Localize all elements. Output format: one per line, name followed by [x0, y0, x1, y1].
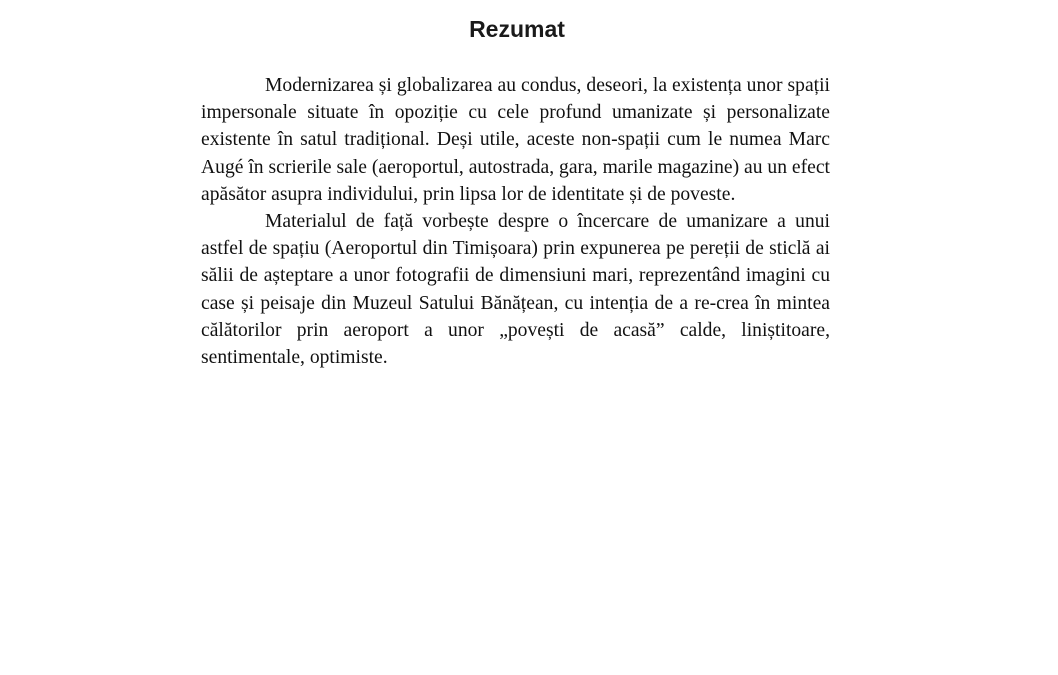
abstract-paragraph-1: Modernizarea și globalizarea au condus, deseori, la existența unor spații impersonale situate în opoziție cu cele profund umanizate și personalizate existente în satul tradițional. Deși utile, aceste non-spații cum le numea Marc Augé în scrierile sale (aeroportul, autostrada, gara, marile magazine) au un efect apăsător asupra individului, prin lipsa lor de identitate și de poveste. [201, 75, 830, 205]
abstract-body [201, 72, 830, 371]
abstract-paragraph-2: Materialul de față vorbește despre o încercare de umanizare a unui astfel de spațiu (Aeroportul din Timișoara) prin expunerea pe pereții de sticlă ai sălii de așteptare a unor fotografii de dimensiuni mari, reprezentând imagini cu case și peisaje din Muzeul Satului Bănățean, cu intenția de a re-crea în mintea călătorilor prin aeroport a unor „povești de acasă” calde, liniștitoare, sentimentale, optimiste. [201, 211, 830, 369]
page-title: Rezumat [469, 16, 565, 42]
